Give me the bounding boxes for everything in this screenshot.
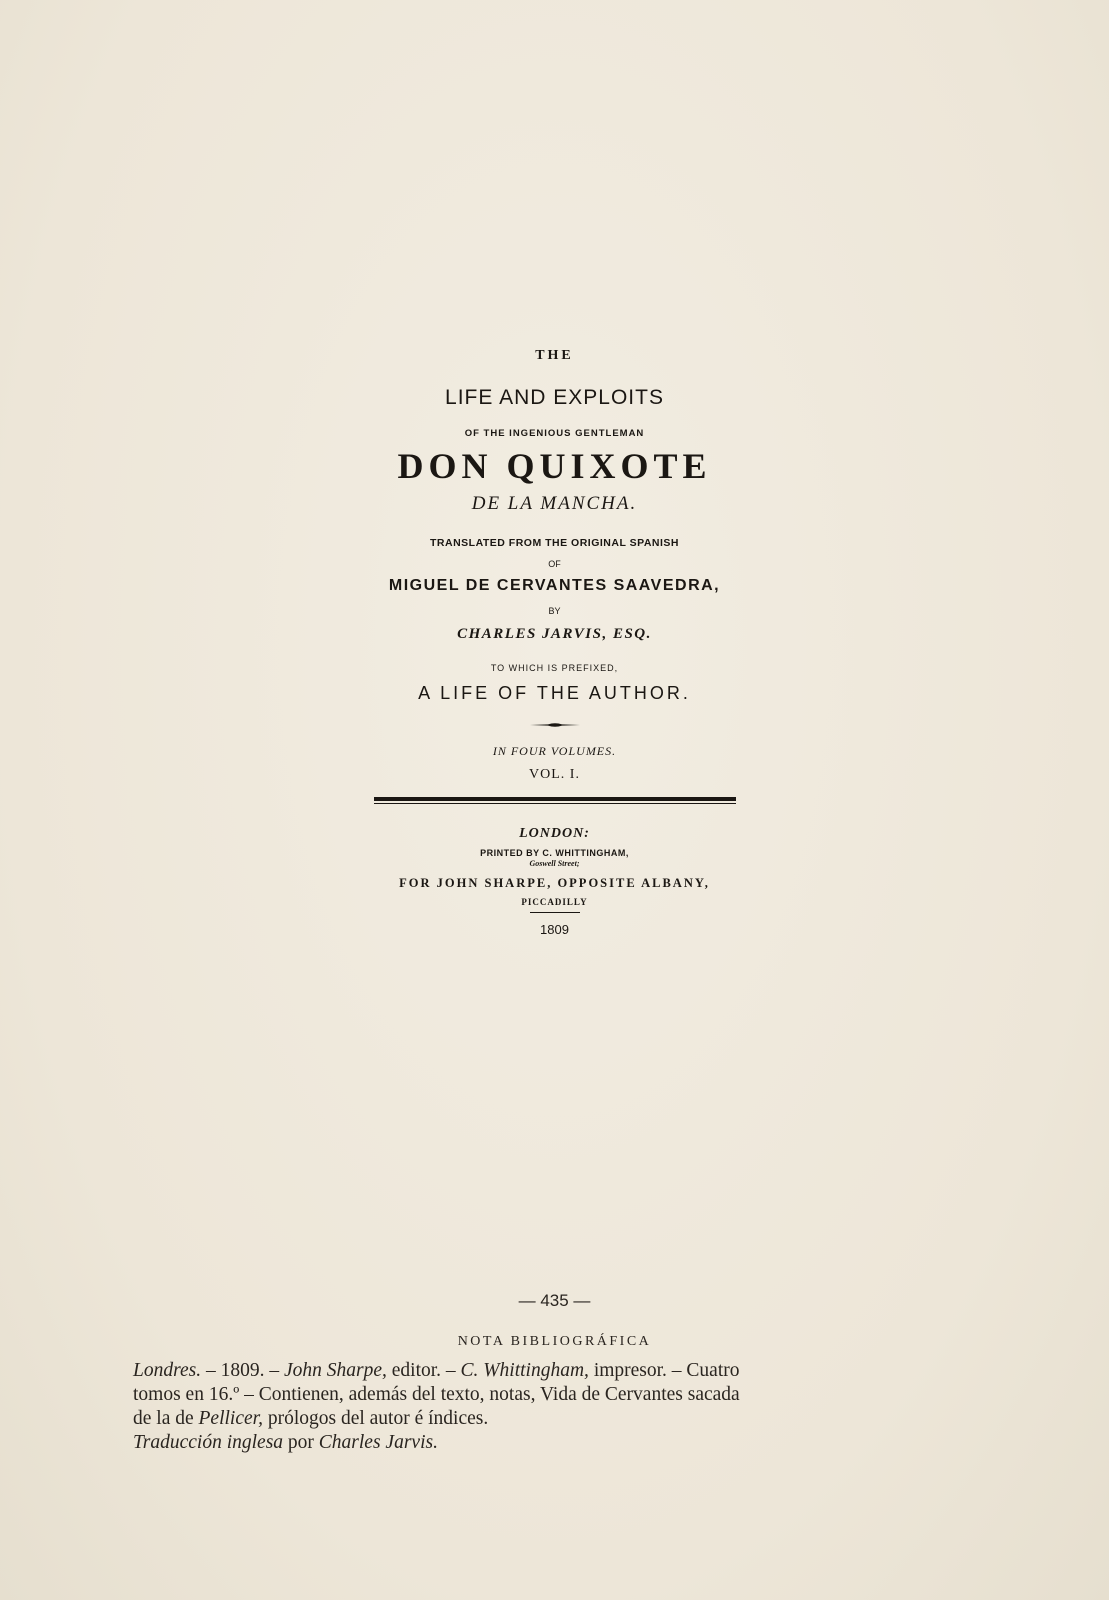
nota-traduccion: Traducción inglesa — [133, 1432, 284, 1453]
nota-bibliografica-heading: NOTA BIBLIOGRÁFICA — [457, 1334, 652, 1349]
imprint-printed-by: PRINTED BY C. WHITTINGHAM, — [480, 848, 629, 858]
title-the: THE — [535, 348, 574, 363]
title-ingenious-gentleman: OF THE INGENIOUS GENTLEMAN — [464, 428, 645, 439]
nota-line-3 — [133, 1407, 993, 1431]
nota-bibliografica-body — [133, 1359, 993, 1455]
title-of: OF — [548, 559, 561, 569]
nota-sharpe: John Sharpe, — [283, 1360, 387, 1381]
title-page — [0, 348, 1109, 937]
nota-year: – 1809. – — [201, 1360, 284, 1381]
nota-line-1 — [133, 1359, 993, 1383]
imprint-year: 1809 — [540, 922, 569, 937]
page-number: — 435 — — [518, 1291, 591, 1310]
title-in-four-volumes: IN FOUR VOLUMES. — [492, 744, 617, 758]
title-de-la-mancha: DE LA MANCHA. — [471, 493, 638, 514]
title-don-quixote: DON QUIXOTE — [397, 446, 712, 486]
nota-london: Londres. — [133, 1360, 202, 1381]
nota-whittingham: C. Whittingham, — [460, 1360, 589, 1381]
nota-editor: editor. – — [386, 1360, 461, 1381]
imprint-for-john-sharpe: FOR JOHN SHARPE, OPPOSITE ALBANY, — [399, 876, 710, 890]
title-volume: VOL. I. — [529, 767, 580, 782]
title-life-and-exploits: LIFE AND EXPLOITS — [445, 386, 664, 409]
nota-jarvis: Charles Jarvis. — [318, 1432, 438, 1453]
nota-impresor: impresor. – Cuatro — [588, 1360, 740, 1381]
nota-prologos: prólogos del autor é índices. — [262, 1408, 489, 1429]
nota-line-4 — [133, 1431, 993, 1455]
imprint-london: LONDON: — [519, 826, 590, 841]
nota-line-2: tomos en 16.º – Contienen, además del texto, notas, Vida de Cervantes sacada — [133, 1384, 740, 1405]
nota-pellicer: Pellicer, — [198, 1408, 263, 1429]
double-rule-divider — [374, 797, 736, 804]
title-author-name: MIGUEL DE CERVANTES SAAVEDRA, — [388, 577, 721, 594]
title-translator: CHARLES JARVIS, ESQ. — [457, 626, 652, 642]
nota-de-la-de: de la de — [133, 1408, 199, 1429]
title-to-which-prefixed: TO WHICH IS PREFIXED, — [490, 663, 619, 673]
ornament-dash-icon — [530, 722, 580, 728]
short-rule-divider — [530, 912, 580, 913]
imprint-goswell-street: Goswell Street; — [529, 859, 580, 868]
nota-por: por — [283, 1432, 319, 1453]
title-translated-from: TRANSLATED FROM THE ORIGINAL SPANISH — [430, 537, 679, 549]
imprint-piccadilly: PICCADILLY — [521, 897, 588, 907]
title-life-of-author: A LIFE OF THE AUTHOR. — [418, 683, 691, 703]
title-by: BY — [548, 606, 561, 616]
